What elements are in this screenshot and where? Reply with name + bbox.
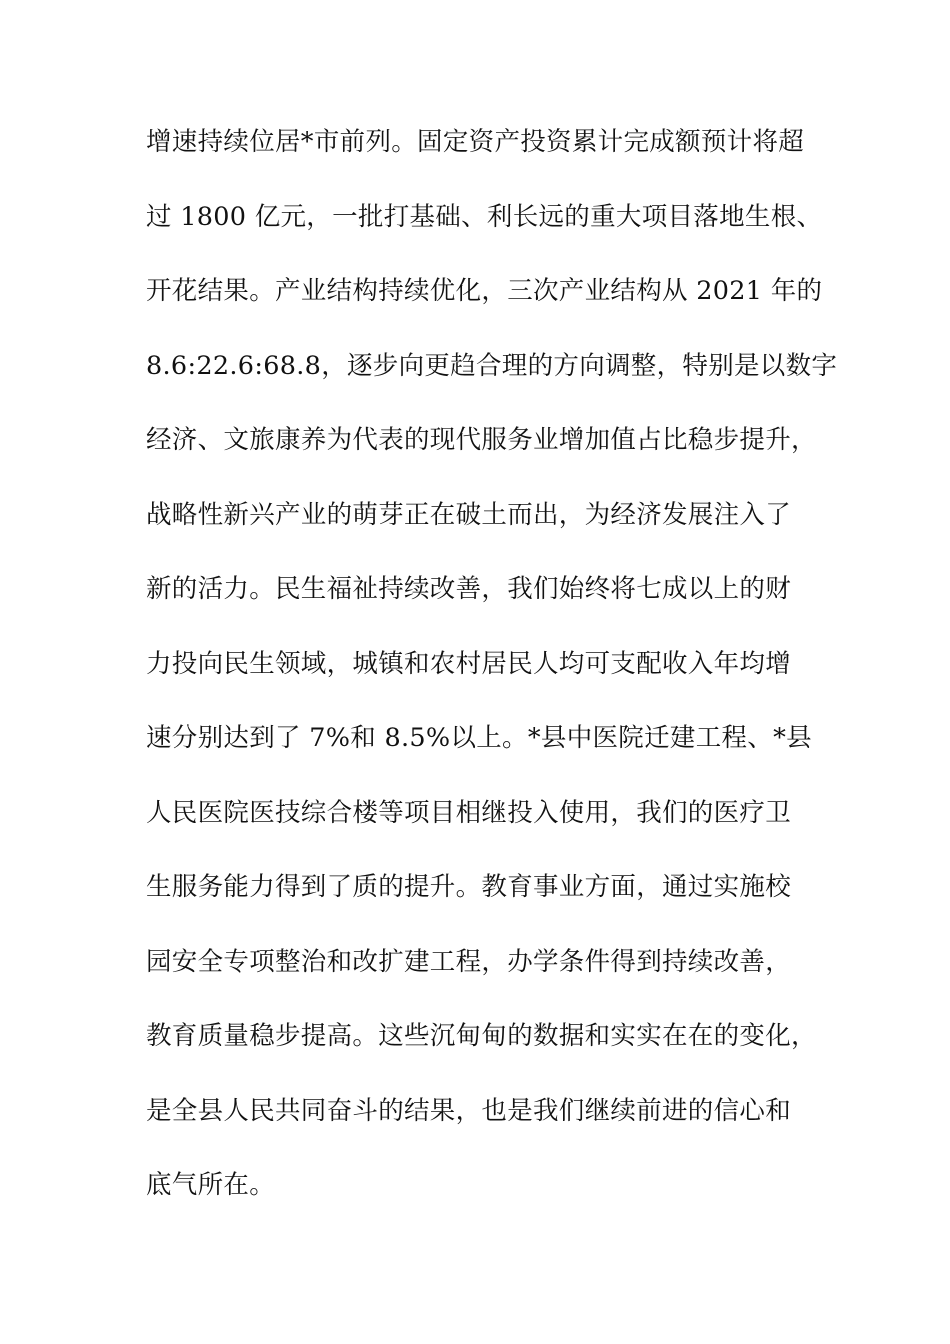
text-line: 增速持续位居*市前列。固定资产投资累计完成额预计将超 bbox=[146, 127, 805, 157]
text-line: 底气所在。 bbox=[146, 1170, 276, 1200]
text-line: 经济、文旅康养为代表的现代服务业增加值占比稳步提升， bbox=[146, 425, 817, 455]
text-line: 8.6:22.6:68.8，逐步向更趋合理的方向调整，特别是以数字 bbox=[146, 350, 838, 381]
text-line: 战略性新兴产业的萌芽正在破土而出，为经济发展注入了 bbox=[146, 499, 792, 530]
text-line: 速分别达到了 7%和 8.5%以上。*县中医院迁建工程、*县 bbox=[146, 723, 812, 753]
text-line: 力投向民生领域，城镇和农村居民人均可支配收入年均增 bbox=[146, 648, 792, 679]
text-line: 教育质量稳步提高。这些沉甸甸的数据和实实在在的变化， bbox=[146, 1021, 817, 1051]
text-line: 是全县人民共同奋斗的结果，也是我们继续前进的信心和 bbox=[146, 1095, 792, 1126]
text-line: 生服务能力得到了质的提升。教育事业方面，通过实施校 bbox=[146, 872, 792, 902]
text-line: 新的活力。民生福祉持续改善，我们始终将七成以上的财 bbox=[146, 574, 792, 604]
text-line: 过 1800 亿元，一批打基础、利长远的重大项目落地生根、 bbox=[146, 201, 823, 232]
text-line: 园安全专项整治和改扩建工程，办学条件得到持续改善， bbox=[146, 946, 792, 977]
text-line: 开花结果。产业结构持续优化，三次产业结构从 2021 年的 bbox=[146, 276, 823, 306]
text-line: 人民医院医技综合楼等项目相继投入使用，我们的医疗卫 bbox=[146, 797, 792, 828]
body-paragraph bbox=[146, 118, 838, 1236]
